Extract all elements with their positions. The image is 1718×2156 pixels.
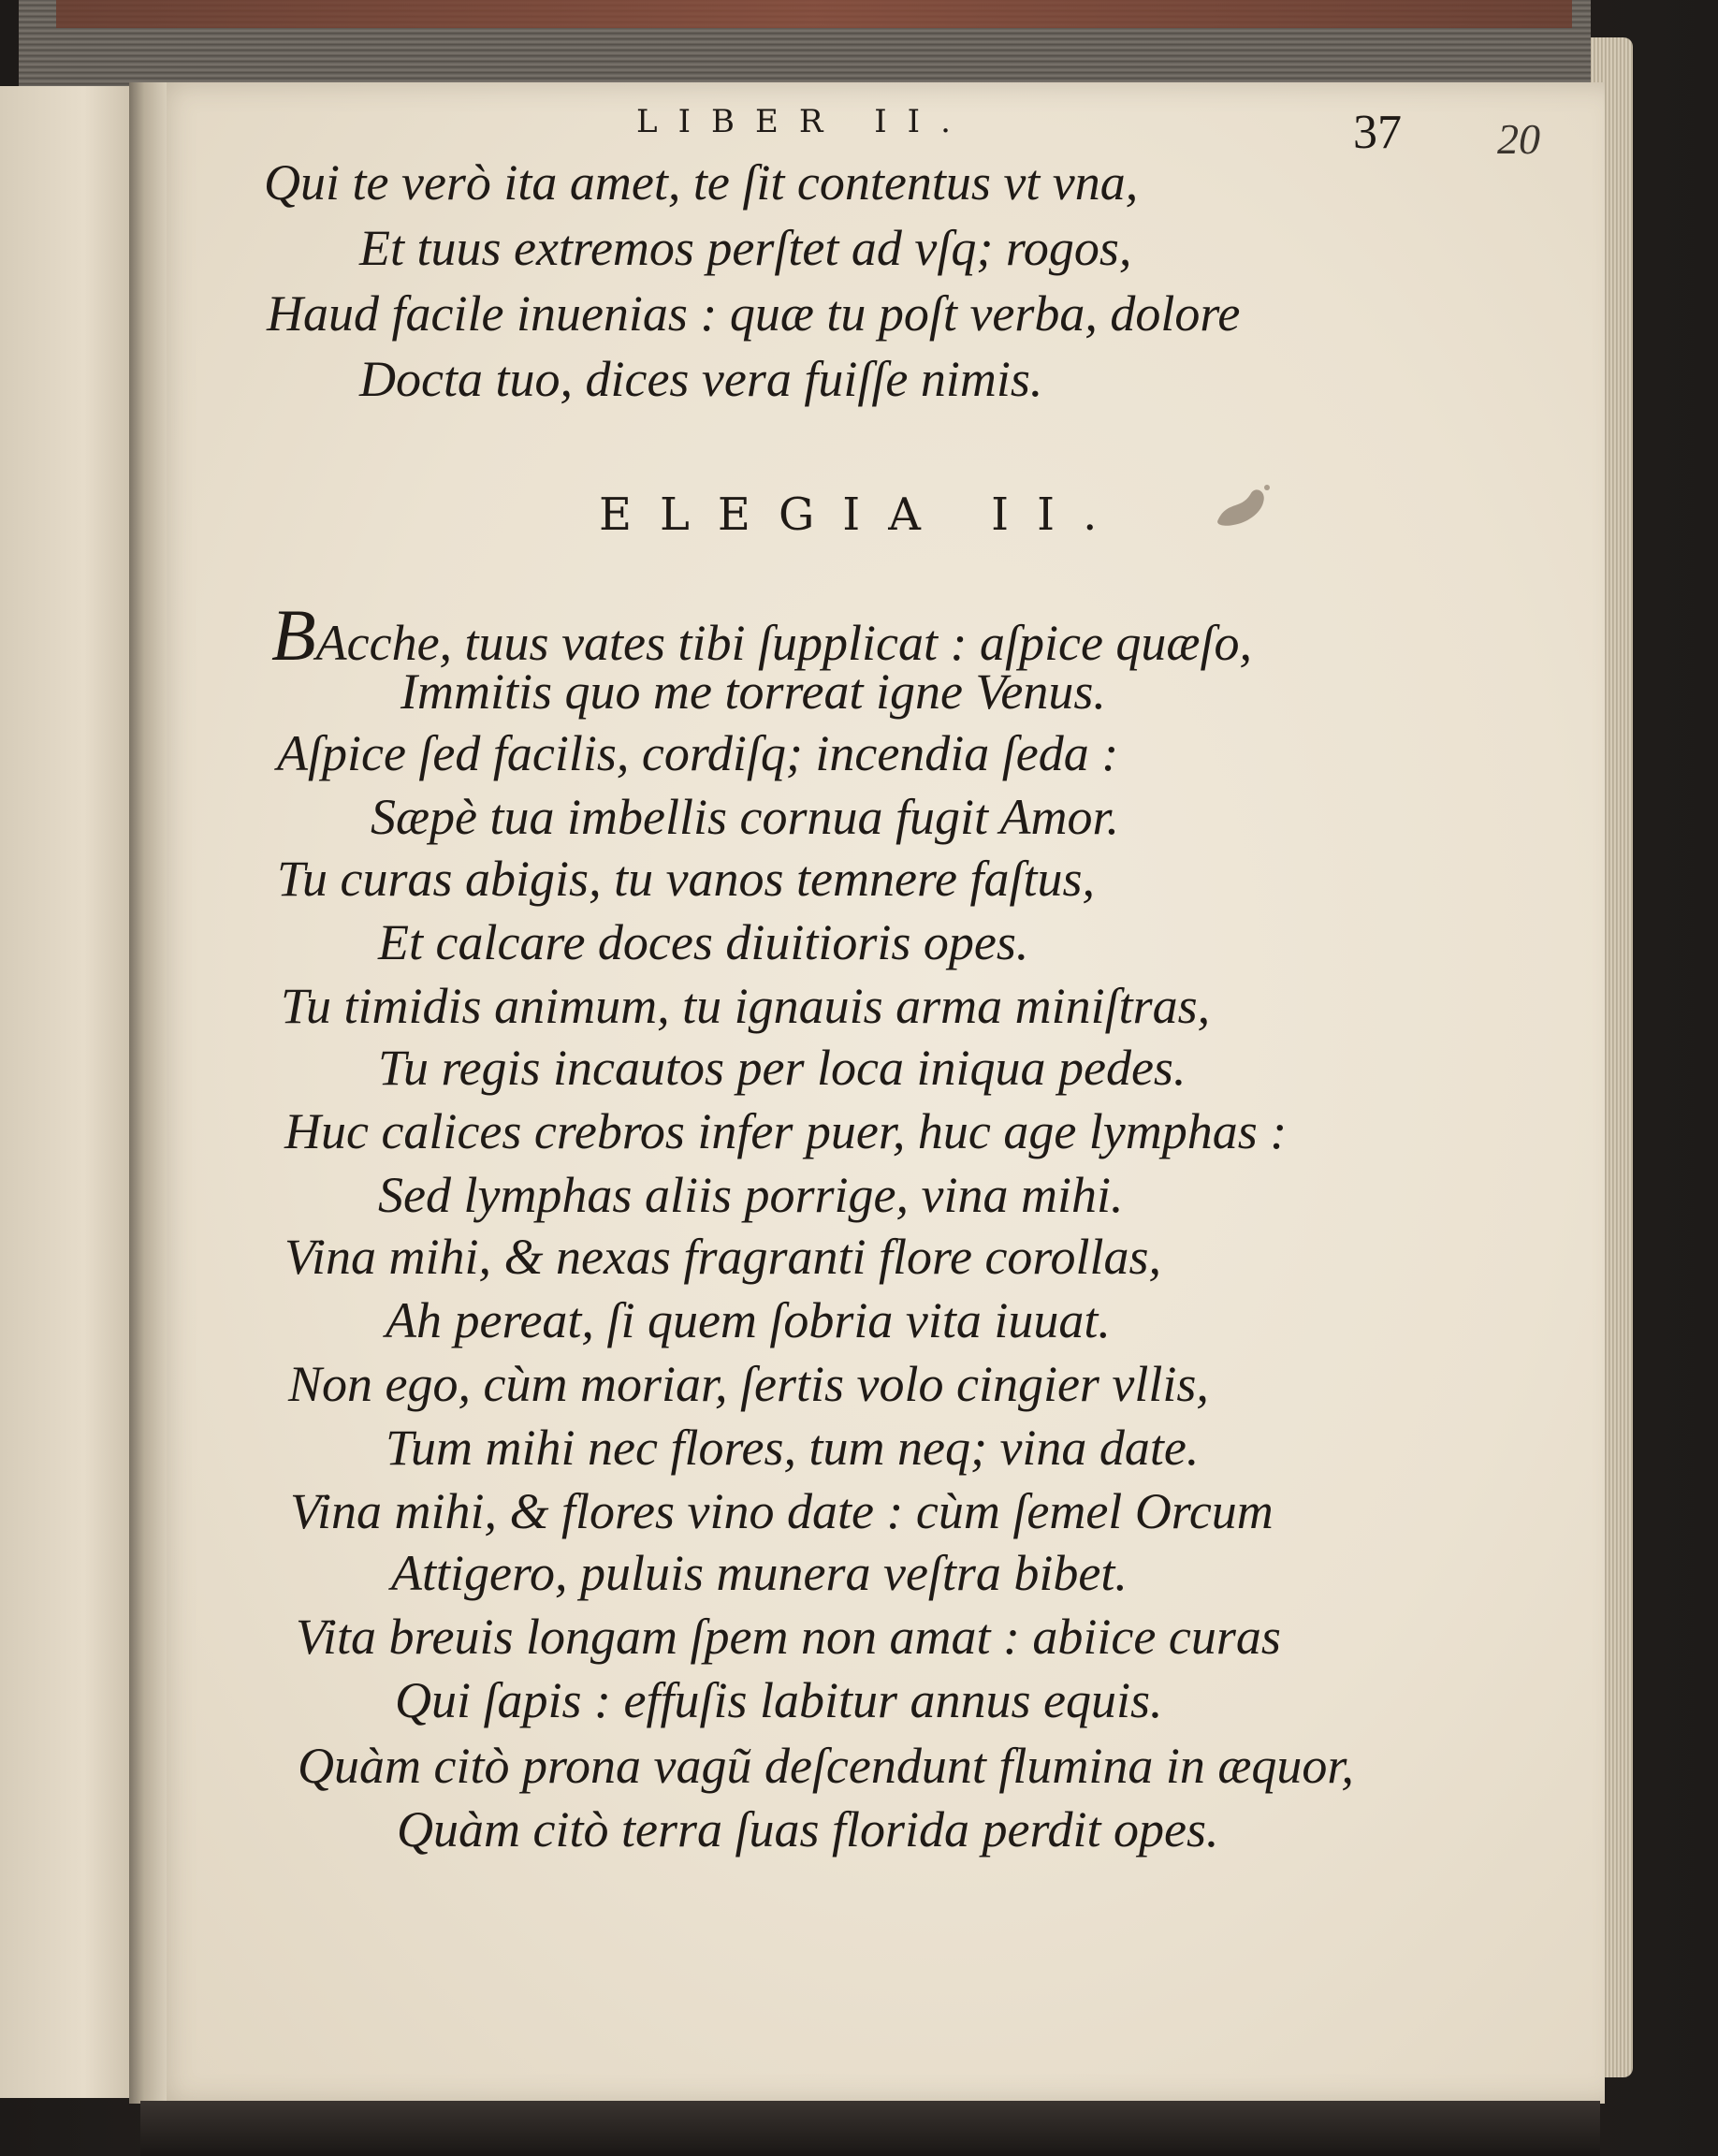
book-cover-edge <box>56 0 1572 28</box>
verse-line: Tu regis incautos per loca iniqua pedes. <box>378 1040 1187 1096</box>
book-bottom-edge <box>140 2101 1600 2156</box>
verse-line-text: Acche, tuus vates tibi ſupplicat : aſpice quæſo, <box>315 615 1252 671</box>
verse-line: Non ego, cùm moriar, ſertis volo cingier vllis, <box>288 1356 1209 1412</box>
verse-line: Aſpice ſed facilis, cordiſq; incendia ſeda : <box>277 725 1119 781</box>
verse-line: Immitis quo me torreat igne Venus. <box>400 663 1106 720</box>
verse-line: Attigero, puluis munera veſtra bibet. <box>391 1545 1128 1601</box>
elegy-heading: ELEGIA II. <box>599 488 1126 541</box>
handwritten-folio-number: 20 <box>1497 115 1540 163</box>
verse-line: Tum mihi nec flores, tum neq; vina date. <box>386 1420 1200 1476</box>
verse-line: Ah pereat, ſi quem ſobria vita iuuat. <box>386 1292 1111 1348</box>
verse-line: Qui te verò ita amet, te ſit contentus vt vna, <box>264 154 1139 211</box>
verse-line: Haud facile inuenias : quæ tu poſt verba, dolore <box>267 285 1241 342</box>
book-gutter <box>129 82 167 2104</box>
running-head: LIBER II. <box>636 103 971 140</box>
verse-line: Tu curas abigis, tu vanos temnere faſtus, <box>277 851 1095 907</box>
verse-line: Et calcare doces diuitioris opes. <box>378 914 1029 970</box>
verse-line: Vina mihi, & flores vino date : cùm ſemel Orcum <box>290 1483 1274 1539</box>
verse-line: Qui ſapis : effuſis labitur annus equis. <box>395 1672 1163 1728</box>
verse-line: Vina mihi, & nexas fragranti flore corollas, <box>284 1229 1161 1285</box>
ink-stain <box>1209 482 1274 529</box>
verse-line: Vita breuis longam ſpem non amat : abiice curas <box>296 1609 1281 1665</box>
verse-line: Huc calices crebros infer puer, huc age lymphas : <box>284 1103 1288 1159</box>
verse-line: Quàm citò terra ſuas florida perdit opes. <box>397 1801 1219 1857</box>
verse-line: Et tuus extremos perſtet ad vſq; rogos, <box>359 220 1132 276</box>
verse-line-with-dropcap <box>271 594 1252 676</box>
left-page-edge <box>0 86 140 2098</box>
verse-line: Sed lymphas aliis porrige, vina mihi. <box>378 1167 1124 1223</box>
verse-line: Docta tuo, dices vera fuiſſe nimis. <box>359 351 1043 407</box>
book-top-edge <box>19 0 1591 93</box>
verse-line: Quàm citò prona vagũ deſcendunt flumina in æquor, <box>298 1738 1354 1794</box>
verse-line: Tu timidis animum, tu ignauis arma miniſtras, <box>281 978 1211 1034</box>
page-number: 37 <box>1353 106 1402 159</box>
drop-cap-letter: B <box>271 594 316 676</box>
verse-line: Sæpè tua imbellis cornua fugit Amor. <box>371 789 1120 845</box>
